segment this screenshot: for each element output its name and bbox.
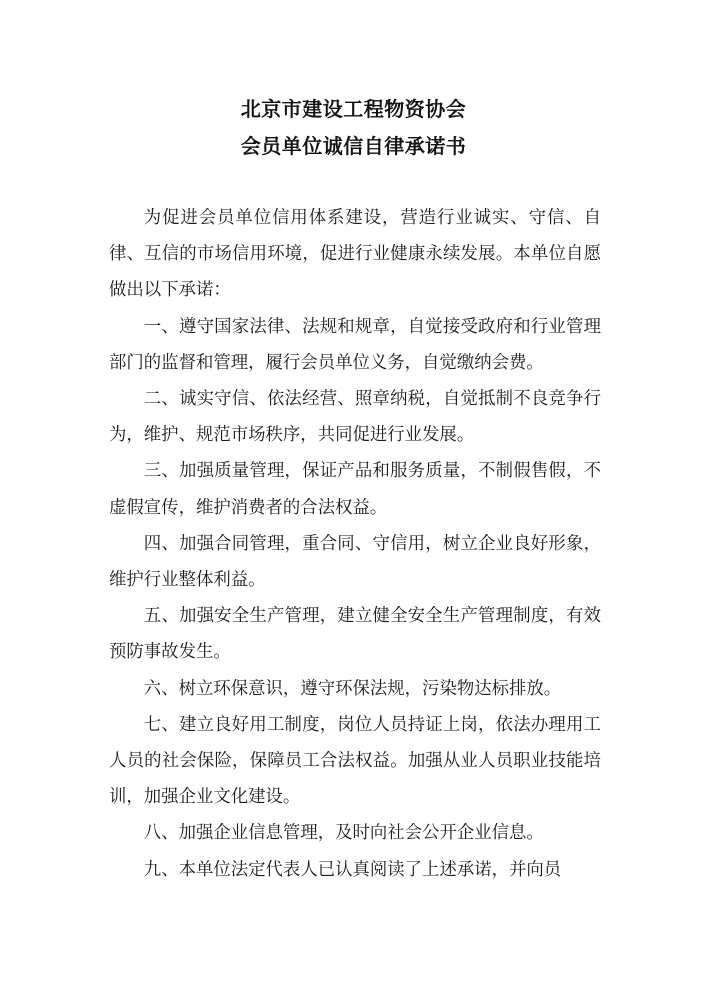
paragraph-item-8: 八、加强企业信息管理，及时向社会公开企业信息。	[143, 823, 544, 844]
document-body	[109, 200, 601, 888]
paragraph-item-1: 一、遵守国家法律、法规和规章，自觉接受政府和行业管理部门的监督和管理，履行会员单位义务，自觉缴纳会费。	[109, 316, 601, 373]
paragraph-item-3: 三、加强质量管理，保证产品和服务质量，不制假售假，不虚假宣传，维护消费者的合法权益。	[109, 461, 601, 518]
document-title-line-2: 会员单位诚信自律承诺书	[240, 134, 467, 158]
paragraph-item-4: 四、加强合同管理，重合同、守信用，树立企业良好形象，维护行业整体利益。	[109, 533, 601, 591]
paragraph-item-2: 二、诚实守信、依法经营、照章纳税，自觉抵制不良竞争行为，维护、规范市场秩序，共同促进行业发展。	[109, 389, 601, 446]
paragraph-item-5: 五、加强安全生产管理，建立健全安全生产管理制度，有效预防事故发生。	[109, 606, 601, 663]
paragraph-item-9: 九、本单位法定代表人已认真阅读了上述承诺，并向员	[143, 859, 562, 880]
document-title-line-1: 北京市建设工程物资协会	[240, 97, 467, 121]
paragraph-intro: 为促进会员单位信用体系建设，营造行业诚实、守信、自律、互信的市场信用环境，促进行业健康永续发展。本单位自愿做出以下承诺：	[109, 208, 601, 301]
paragraph-item-6: 六、树立环保意识，遵守环保法规，污染物达标排放。	[143, 678, 562, 699]
paragraph-item-7: 七、建立良好用工制度，岗位人员持证上岗，依法办理用工人员的社会保险，保障员工合法权益。加强从业人员职业技能培训，加强企业文化建设。	[109, 714, 601, 808]
